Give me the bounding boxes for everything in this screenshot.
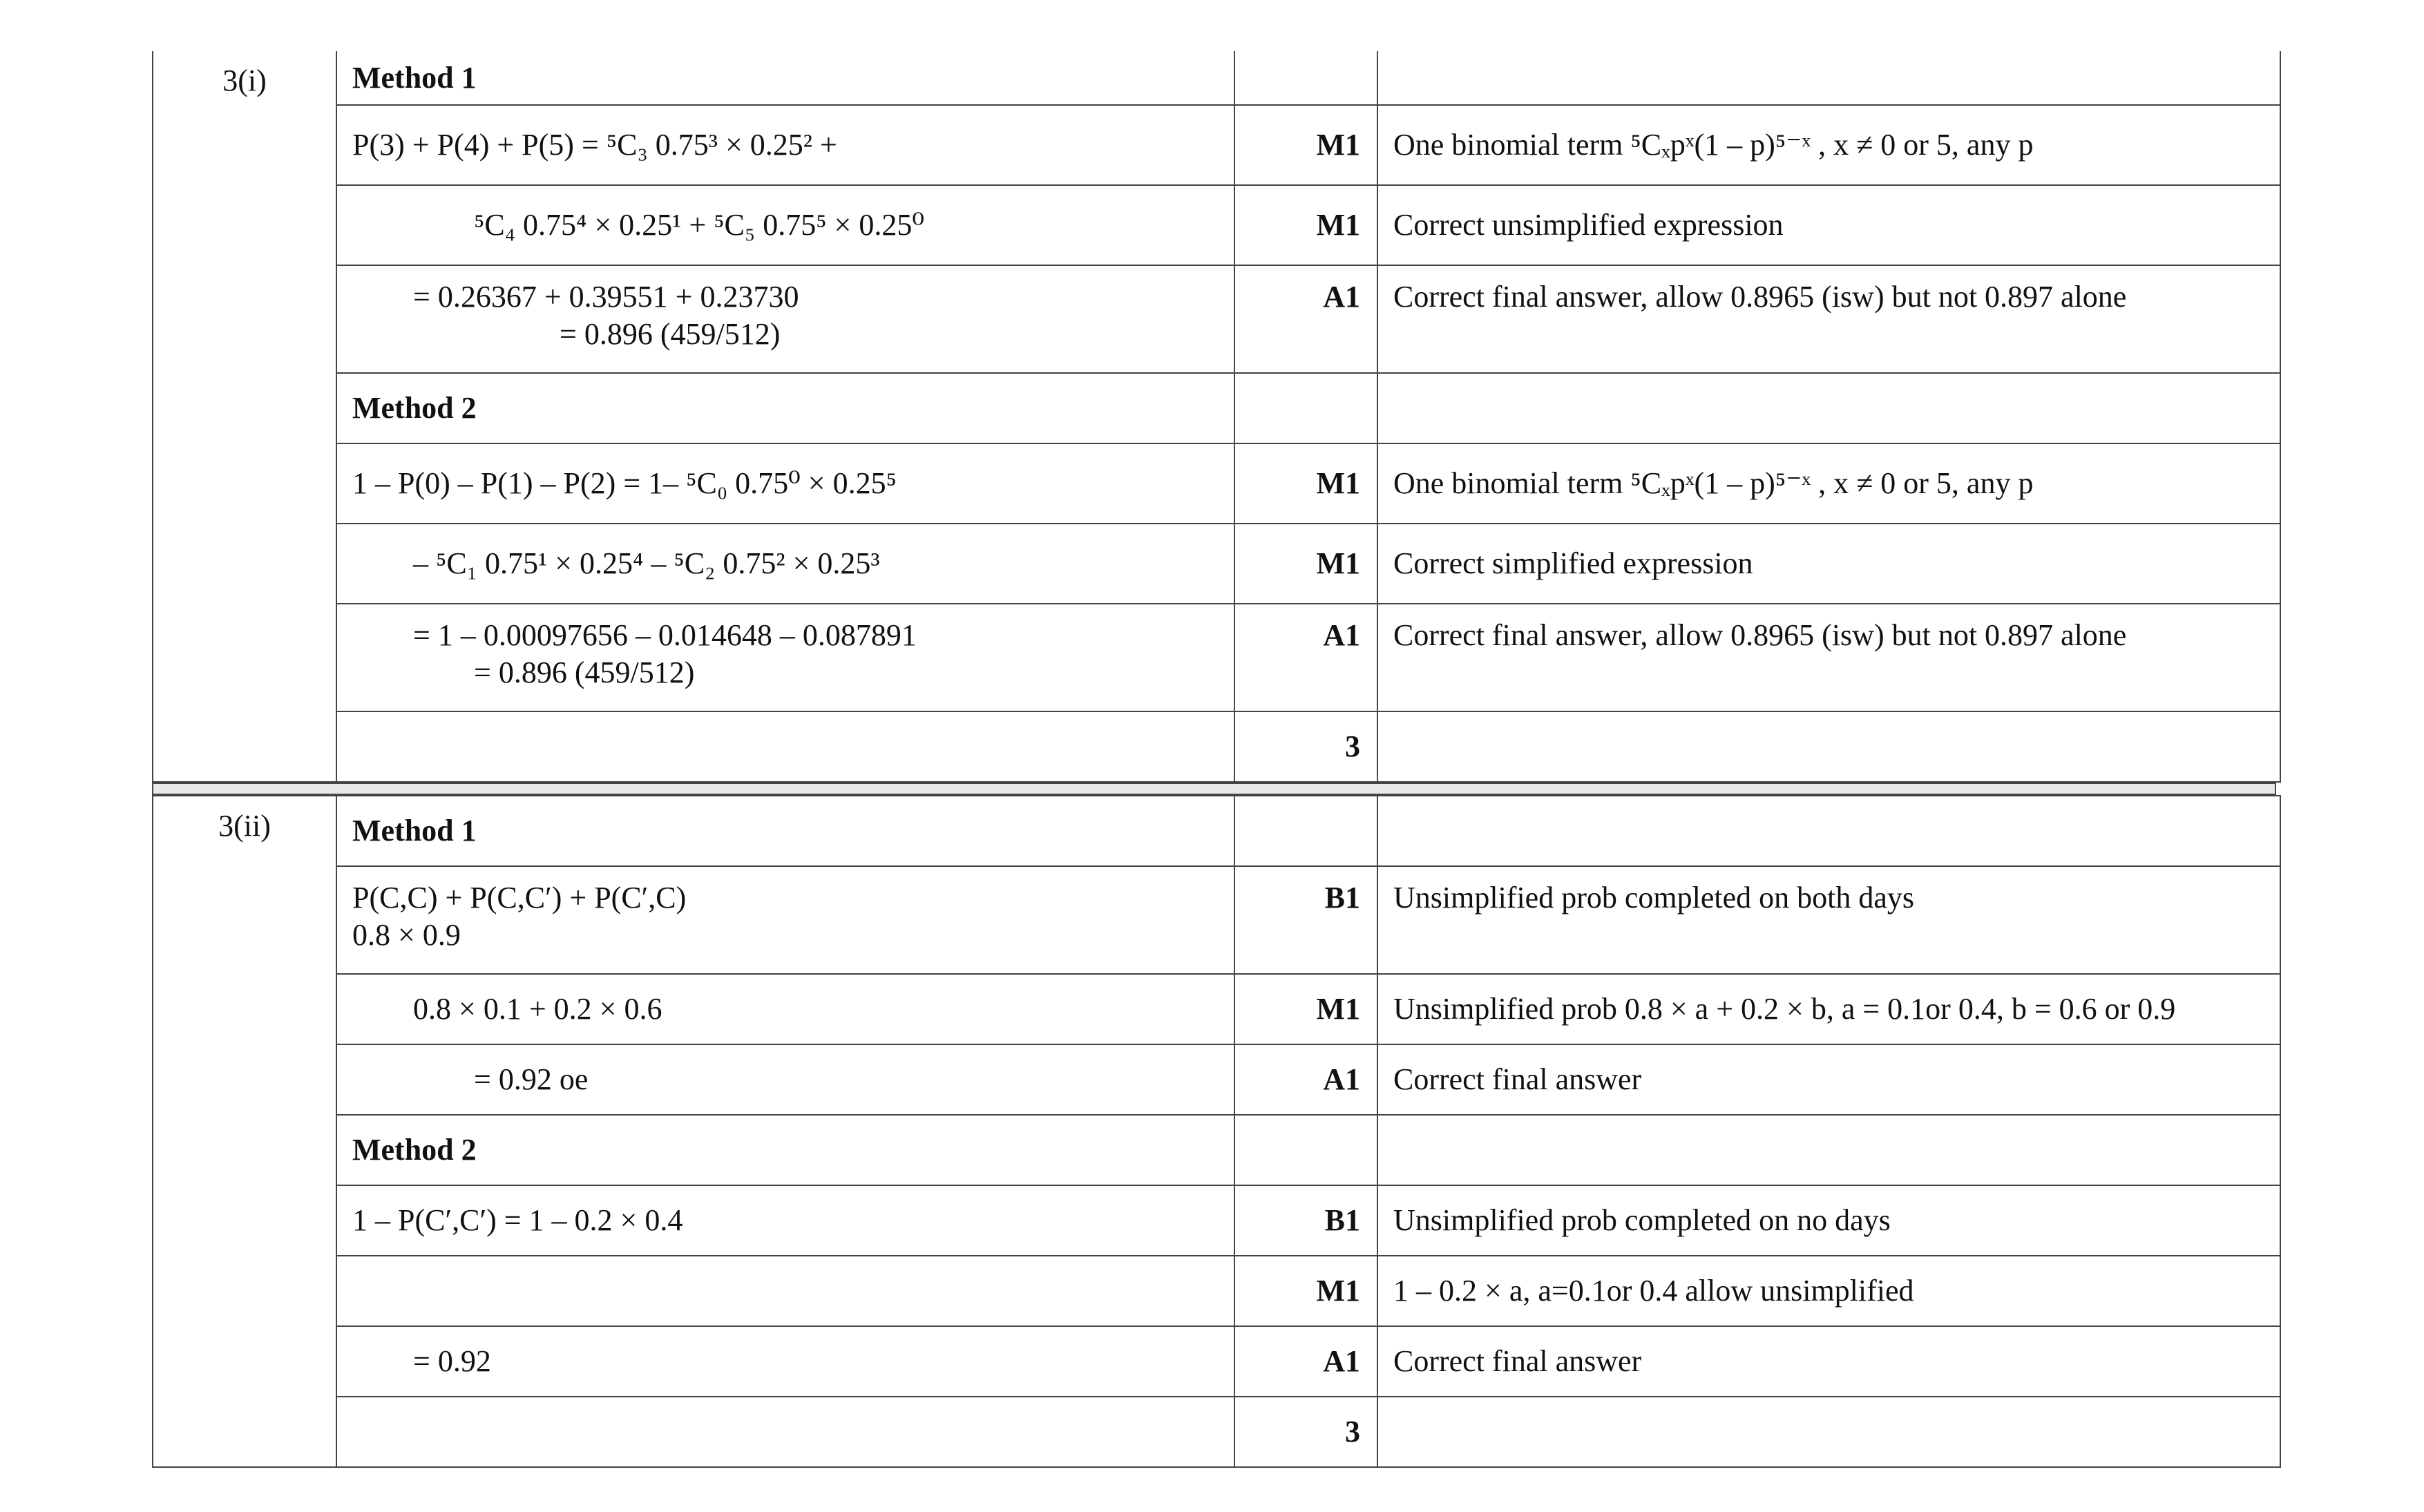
mark-cell: A1	[1234, 1044, 1377, 1115]
working-cell	[336, 443, 1234, 524]
working-cell	[336, 1044, 1234, 1115]
guidance-cell: Correct unsimplified expression	[1377, 185, 2280, 265]
guidance-cell	[1377, 796, 2280, 866]
working-cell	[336, 105, 1234, 185]
question-number: 3(i)	[153, 51, 336, 782]
working-text: 0.8 × 0.1 + 0.2 × 0.6	[413, 992, 662, 1026]
mark-cell: A1	[1234, 1326, 1377, 1397]
method-heading: Method 1	[336, 51, 1234, 105]
mark-cell: B1	[1234, 866, 1377, 974]
mark-cell	[1234, 51, 1377, 105]
working-cell	[336, 1256, 1234, 1326]
working-text: = 0.26367 + 0.39551 + 0.23730	[413, 280, 799, 314]
working-text: – ⁵C₁ 0.75¹ × 0.25⁴ – ⁵C₂ 0.75² × 0.25³	[413, 546, 880, 580]
guidance-cell: Unsimplified prob completed on both days	[1377, 866, 2280, 974]
section-divider	[152, 783, 2276, 795]
working-text: P(C,C) + P(C,C′) + P(C′,C)	[352, 881, 687, 915]
mark-cell: M1	[1234, 185, 1377, 265]
mark-scheme-sheet	[152, 51, 2280, 1468]
guidance-cell	[1377, 1115, 2280, 1185]
working-cell	[336, 1397, 1234, 1467]
total-mark: 3	[1234, 1397, 1377, 1467]
mark-cell: A1	[1234, 265, 1377, 373]
guidance-cell: Correct final answer, allow 0.8965 (isw) but not 0.897 alone	[1377, 265, 2280, 373]
working-cell	[336, 711, 1234, 782]
guidance-cell: Correct final answer	[1377, 1044, 2280, 1115]
guidance-cell: One binomial term ⁵Cₓpˣ(1 – p)⁵⁻ˣ , x ≠ 0 or 5, any p	[1377, 443, 2280, 524]
guidance-cell: 1 – 0.2 × a, a=0.1or 0.4 allow unsimplified	[1377, 1256, 2280, 1326]
working-text: 1 – P(0) – P(1) – P(2) = 1– ⁵C₀ 0.75⁰ × 0.25⁵	[352, 466, 897, 500]
mark-cell: M1	[1234, 443, 1377, 524]
working-text: = 0.896 (459/512)	[560, 317, 781, 351]
working-cell	[336, 974, 1234, 1044]
working-text: P(3) + P(4) + P(5) = ⁵C₃ 0.75³ × 0.25² +	[352, 128, 837, 162]
working-cell	[336, 866, 1234, 974]
guidance-cell: Unsimplified prob 0.8 × a + 0.2 × b, a = 0.1or 0.4, b = 0.6 or 0.9	[1377, 974, 2280, 1044]
method-heading: Method 2	[336, 373, 1234, 443]
method-heading: Method 2	[336, 1115, 1234, 1185]
guidance-cell	[1377, 1397, 2280, 1467]
working-cell	[336, 524, 1234, 604]
guidance-cell	[1377, 51, 2280, 105]
working-text: 0.8 × 0.9	[352, 918, 461, 952]
question-number: 3(ii)	[153, 796, 336, 1467]
guidance-cell: Correct simplified expression	[1377, 524, 2280, 604]
working-cell	[336, 265, 1234, 373]
mark-cell	[1234, 796, 1377, 866]
working-text: = 0.896 (459/512)	[474, 655, 695, 689]
mark-cell: M1	[1234, 105, 1377, 185]
mark-cell: A1	[1234, 604, 1377, 711]
working-cell	[336, 1326, 1234, 1397]
mark-cell	[1234, 373, 1377, 443]
working-text: 1 – P(C′,C′) = 1 – 0.2 × 0.4	[352, 1203, 683, 1237]
guidance-cell: One binomial term ⁵Cₓpˣ(1 – p)⁵⁻ˣ , x ≠ 0 or 5, any p	[1377, 105, 2280, 185]
working-cell	[336, 185, 1234, 265]
guidance-cell: Correct final answer, allow 0.8965 (isw) but not 0.897 alone	[1377, 604, 2280, 711]
working-text: = 0.92	[413, 1344, 491, 1378]
method-heading: Method 1	[336, 796, 1234, 866]
working-text: = 1 – 0.00097656 – 0.014648 – 0.087891	[413, 618, 917, 652]
mark-cell: M1	[1234, 1256, 1377, 1326]
working-text: ⁵C₄ 0.75⁴ × 0.25¹ + ⁵C₅ 0.75⁵ × 0.25⁰	[474, 208, 925, 242]
mark-cell: B1	[1234, 1185, 1377, 1256]
guidance-cell	[1377, 711, 2280, 782]
total-mark: 3	[1234, 711, 1377, 782]
mark-cell	[1234, 1115, 1377, 1185]
working-cell	[336, 604, 1234, 711]
guidance-cell: Correct final answer	[1377, 1326, 2280, 1397]
mark-scheme-table-3i	[152, 51, 2281, 783]
guidance-cell: Unsimplified prob completed on no days	[1377, 1185, 2280, 1256]
mark-cell: M1	[1234, 524, 1377, 604]
working-cell	[336, 1185, 1234, 1256]
guidance-cell	[1377, 373, 2280, 443]
mark-cell: M1	[1234, 974, 1377, 1044]
mark-scheme-table-3ii	[152, 795, 2281, 1468]
working-text: = 0.92 oe	[474, 1062, 589, 1096]
